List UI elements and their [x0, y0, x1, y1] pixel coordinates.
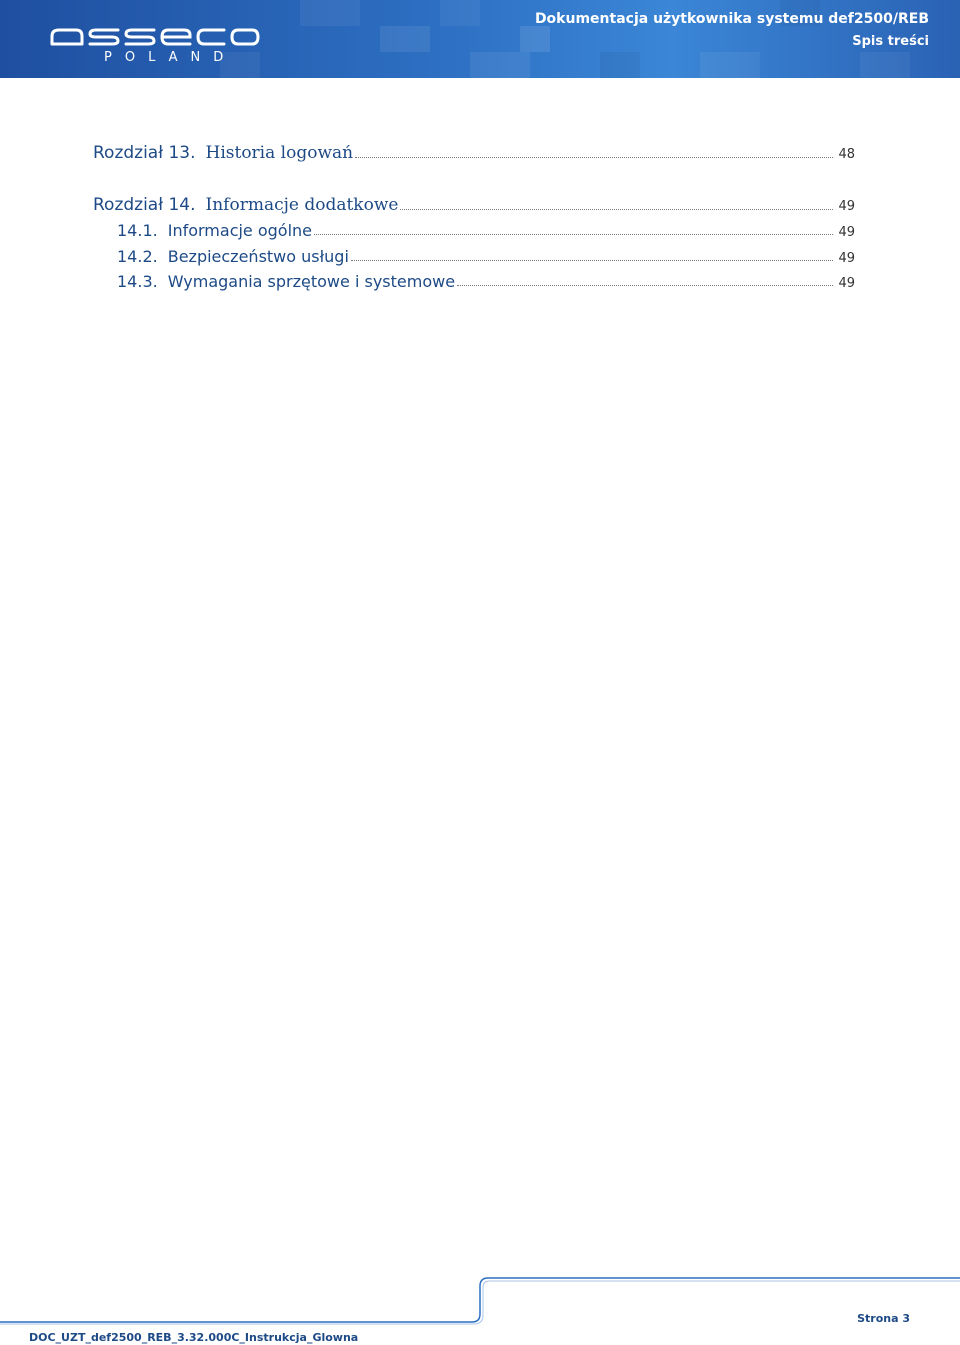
- section-title: Spis treści: [852, 34, 929, 49]
- footer-divider-curve: [0, 1270, 960, 1330]
- toc-leader-dots: [314, 234, 833, 235]
- toc-entry-page: 48: [838, 147, 855, 162]
- header-banner: [0, 0, 960, 78]
- toc-entry-label: Bezpieczeństwo usługi: [167, 247, 349, 266]
- toc-entry-label: Historia logowań: [205, 143, 354, 163]
- toc-entry-page: 49: [838, 199, 855, 214]
- page-number: Strona 3: [857, 1312, 910, 1325]
- toc-entry-label: Wymagania sprzętowe i systemowe: [167, 272, 456, 291]
- toc-entry-number: Rozdział 13.: [93, 143, 196, 163]
- toc-entry-label: Informacje ogólne: [167, 221, 313, 240]
- toc-leader-dots: [400, 209, 833, 210]
- toc-entry-chapter-13[interactable]: [93, 143, 855, 163]
- logo-subtitle: POLAND: [104, 50, 237, 65]
- toc-entry-page: 49: [838, 276, 855, 291]
- toc-entry-section-14-1[interactable]: [117, 221, 855, 240]
- toc-entry-page: 49: [838, 225, 855, 240]
- toc-entry-number: 14.1.: [117, 221, 158, 240]
- toc-leader-dots: [355, 157, 833, 158]
- toc-leader-dots: [457, 285, 833, 286]
- toc-entry-label: Informacje dodatkowe: [205, 195, 399, 215]
- toc-entry-number: Rozdział 14.: [93, 195, 196, 215]
- asseco-logo-mark: [50, 22, 260, 50]
- toc-entry-section-14-2[interactable]: [117, 247, 855, 266]
- toc-entry-section-14-3[interactable]: [117, 272, 855, 291]
- toc-entry-number: 14.3.: [117, 272, 158, 291]
- toc-leader-dots: [351, 260, 833, 261]
- document-identifier: DOC_UZT_def2500_REB_3.32.000C_Instrukcja_Glowna: [29, 1331, 359, 1344]
- toc-entry-page: 49: [838, 251, 855, 266]
- toc-entry-chapter-14[interactable]: [93, 195, 855, 215]
- toc-entry-number: 14.2.: [117, 247, 158, 266]
- document-title: Dokumentacja użytkownika systemu def2500/REB: [534, 11, 929, 27]
